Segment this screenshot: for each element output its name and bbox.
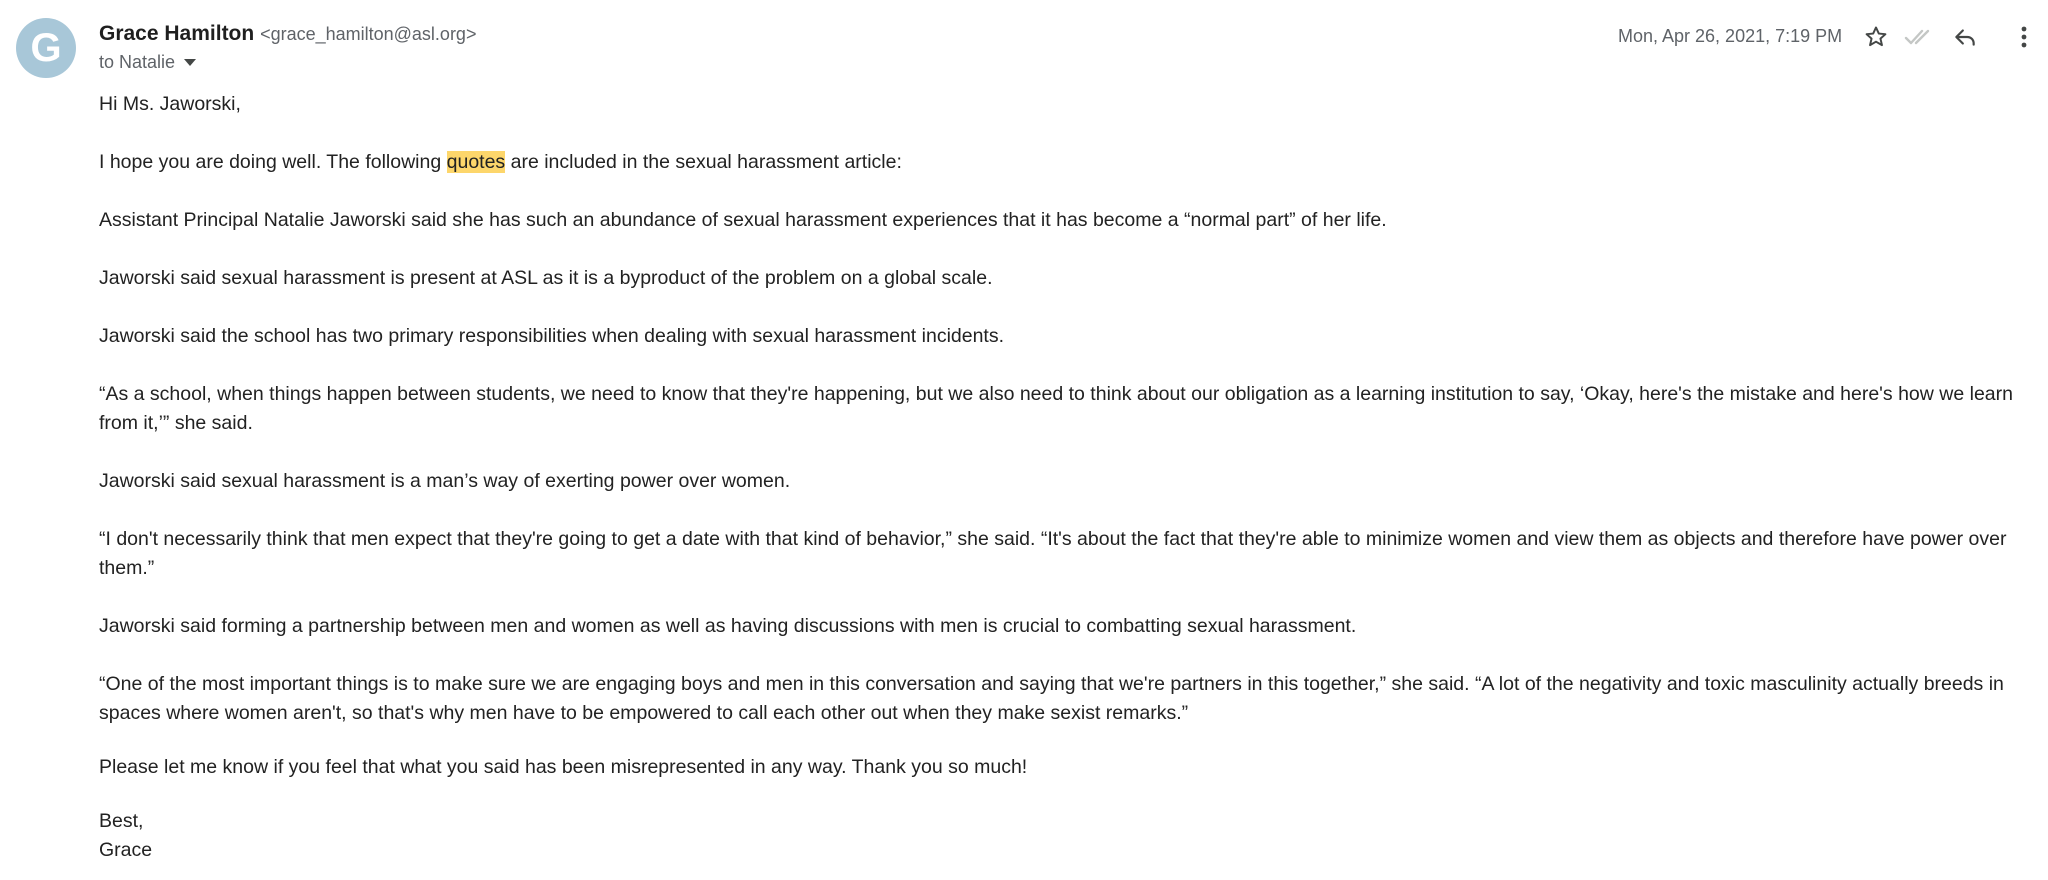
quote-paragraph-2: Jaworski said sexual harassment is present at ASL as it is a byproduct of the problem on a global scale. — [99, 267, 993, 289]
recipient-line — [99, 50, 476, 74]
intro-text-before: I hope you are doing well. The following — [99, 151, 447, 173]
message-body — [99, 90, 2039, 865]
quote-paragraph-6: “I don't necessarily think that men expect that they're going to get a date with that kind of behavior,” she said. “It's about the fact that they're able to minimize women and view them as objects and therefore have power over them.” — [99, 528, 2007, 579]
sender-email: <grace_hamilton@asl.org> — [260, 24, 477, 44]
quote-paragraph-7: Jaworski said forming a partnership between men and women as well as having discussions with men is crucial to combatting sexual harassment. — [99, 615, 1357, 637]
quote-paragraph-5: Jaworski said sexual harassment is a man’s way of exerting power over women. — [99, 470, 791, 492]
reply-icon[interactable] — [1950, 22, 1980, 52]
message-toolbar — [0, 22, 2048, 52]
greeting: Hi Ms. Jaworski, — [99, 93, 241, 115]
quote-paragraph-8: “One of the most important things is to make sure we are engaging boys and men in this conversation and saying that we're partners in this together,” she said. “A lot of the negativity and toxic masculinity actually breeds in spaces where women aren't, so that's why men have to be empowered to call each other out when they make sexist remarks.” — [99, 673, 2004, 724]
signature: Grace — [99, 839, 153, 861]
highlighted-search-term: quotes — [446, 151, 506, 173]
message-date: Mon, Apr 26, 2021, 7:19 PM — [1618, 26, 1843, 46]
intro-paragraph — [99, 148, 2039, 177]
sender-name[interactable]: Grace Hamilton — [99, 22, 255, 45]
star-icon[interactable] — [1861, 22, 1891, 52]
double-check-icon[interactable] — [1904, 22, 1934, 52]
show-details-caret-icon[interactable] — [184, 59, 196, 66]
intro-text-after: are included in the sexual harassment article: — [505, 151, 902, 173]
quote-paragraph-4: “As a school, when things happen between students, we need to know that they're happening, but we also need to think about our obligation as a learning institution to say, ‘Okay, here's the mistake and here's how we learn from it,’” she said. — [99, 383, 2013, 434]
sender-avatar[interactable]: G — [16, 18, 76, 78]
quote-paragraph-1: Assistant Principal Natalie Jaworski said she has such an abundance of sexual harassment experiences that it has become a “normal part” of her life. — [99, 209, 1387, 231]
closing-request: Please let me know if you feel that what you said has been misrepresented in any way. Thank you so much! — [99, 756, 1028, 778]
recipient-label: to Natalie — [99, 52, 176, 72]
quote-paragraph-3: Jaworski said the school has two primary responsibilities when dealing with sexual harassment incidents. — [99, 325, 1005, 347]
more-vert-icon[interactable] — [2009, 22, 2039, 52]
signoff: Best, — [99, 810, 144, 832]
